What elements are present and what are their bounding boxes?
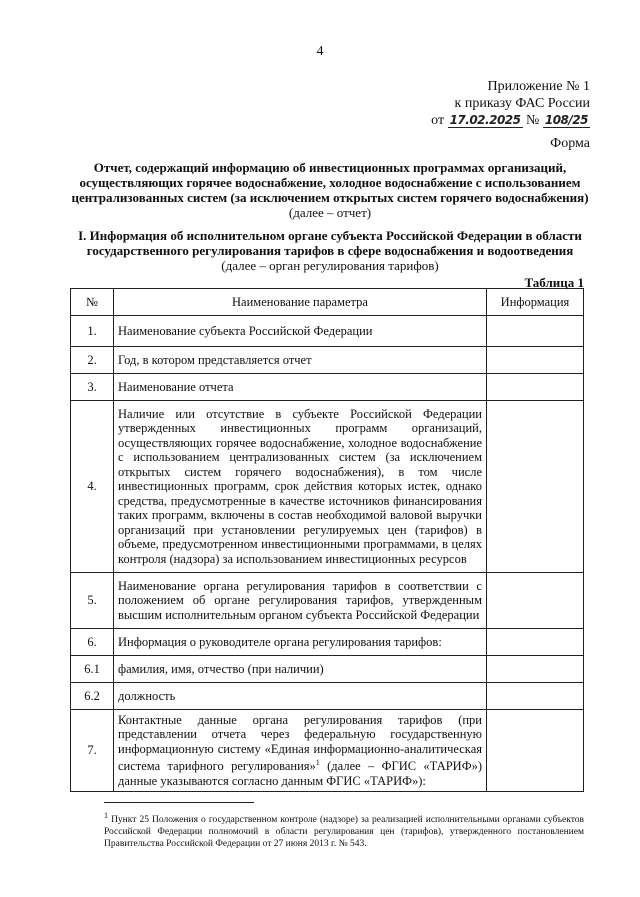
row-parameter: Наименование органа регулирования тарифов в соответствии с положением об органе регулирования тарифов, утвержденным высшим исполнительным органом субъекта Российской Федерации — [114, 573, 487, 629]
row-information — [487, 401, 584, 573]
order-number: 108/25 — [544, 113, 588, 127]
row-parameter: Наименование отчета — [114, 374, 487, 401]
table-row — [71, 347, 584, 374]
table-header-row — [71, 289, 584, 316]
footnote — [104, 810, 584, 850]
row-parameter-text-after: (далее – ФГИС «ТАРИФ») данные указываются согласно данным ФГИС «ТАРИФ»): — [118, 759, 482, 788]
row-parameter: Наличие или отсутствие в субъекте Российской Федерации утвержденных инвестиционных программ организаций, осуществляющих горячее водоснабжение, холодное водоснабжение с использованием централизованных систем (за исключением открытых систем горячего водоснабжения), в том числе инвестиционных программ, срок действия которых истек, однако средства, предусмотренные в качестве источников финансирования таких программ, включены в состав необходимой валовой выручки организаций при установлении регулируемых цен (тарифов) в объеме, предусмотренном инвестиционными программами, в целях контроля (надзора) за использованием инвестиционных ресурсов — [114, 401, 487, 573]
parameters-table — [70, 288, 584, 792]
section-title — [70, 228, 590, 273]
appendix-line-2: к приказу ФАС России — [454, 96, 590, 111]
section-title-main: I. Информация об исполнительном органе субъекта Российской Федерации в области государственного регулирования тарифов в сфере водоснабжения и водоотведения — [78, 228, 582, 258]
row-number: 4. — [71, 401, 114, 573]
row-information — [487, 573, 584, 629]
row-information — [487, 629, 584, 656]
row-number: 1. — [71, 316, 114, 347]
row-information — [487, 374, 584, 401]
row-information — [487, 710, 584, 792]
table-row — [71, 573, 584, 629]
row-number: 6.2 — [71, 683, 114, 710]
footnote-reference[interactable]: 1 — [315, 758, 320, 768]
report-title — [70, 160, 590, 220]
row-information — [487, 347, 584, 374]
row-number: 7. — [71, 710, 114, 792]
appendix-number-label: № — [526, 113, 540, 128]
footnote-mark: 1 — [104, 811, 108, 820]
table-row — [71, 374, 584, 401]
row-parameter-text-before: Контактные данные органа регулирования тарифов (при представлении отчета через федеральную государственную информационную систему «Единая информационно-аналитическая система тарифного регулирования» — [118, 712, 482, 774]
table-row — [71, 710, 584, 792]
appendix-from-label: от — [431, 113, 445, 128]
section-title-sub: (далее – орган регулирования тарифов) — [221, 258, 439, 273]
order-date: 17.02.2025 — [449, 113, 521, 127]
table-label: Таблица 1 — [524, 275, 584, 290]
row-number: 3. — [71, 374, 114, 401]
row-number: 2. — [71, 347, 114, 374]
footnote-divider — [104, 802, 254, 803]
table-row — [71, 401, 584, 573]
appendix-line-3 — [380, 112, 590, 129]
row-information — [487, 656, 584, 683]
table-row — [71, 629, 584, 656]
appendix-line-1: Приложение № 1 — [487, 79, 590, 94]
report-title-sub: (далее – отчет) — [288, 205, 372, 220]
table-row — [71, 656, 584, 683]
page-number: 4 — [316, 44, 324, 59]
row-information — [487, 683, 584, 710]
row-information — [487, 316, 584, 347]
header-information: Информация — [487, 289, 584, 316]
form-label: Форма — [550, 136, 590, 151]
row-parameter: Наименование субъекта Российской Федерации — [114, 316, 487, 347]
row-parameter — [114, 710, 487, 792]
row-parameter: Информация о руководителе органа регулирования тарифов: — [114, 629, 487, 656]
row-parameter: должность — [114, 683, 487, 710]
table-row — [71, 683, 584, 710]
row-parameter: фамилия, имя, отчество (при наличии) — [114, 656, 487, 683]
header-parameter-name: Наименование параметра — [114, 289, 487, 316]
row-number: 6.1 — [71, 656, 114, 683]
table-row — [71, 316, 584, 347]
footnote-text: Пункт 25 Положения о государственном контроле (надзоре) за реализацией исполнительными органами субъектов Российской Федерации полномочий в области регулирования цен (тарифов), утвержденного постановлением Правительства Российской Федерации от 27 июня 2013 г. № 543. — [104, 815, 584, 850]
row-parameter: Год, в котором представляется отчет — [114, 347, 487, 374]
header-number: № — [71, 289, 114, 316]
report-title-main: Отчет, содержащий информацию об инвестиционных программах организаций, осуществляющих горячее водоснабжение, холодное водоснабжение с использованием централизованных систем (за исключением открытых систем горячего водоснабжения) — [71, 160, 589, 205]
appendix-block — [380, 78, 590, 129]
row-number: 6. — [71, 629, 114, 656]
row-number: 5. — [71, 573, 114, 629]
